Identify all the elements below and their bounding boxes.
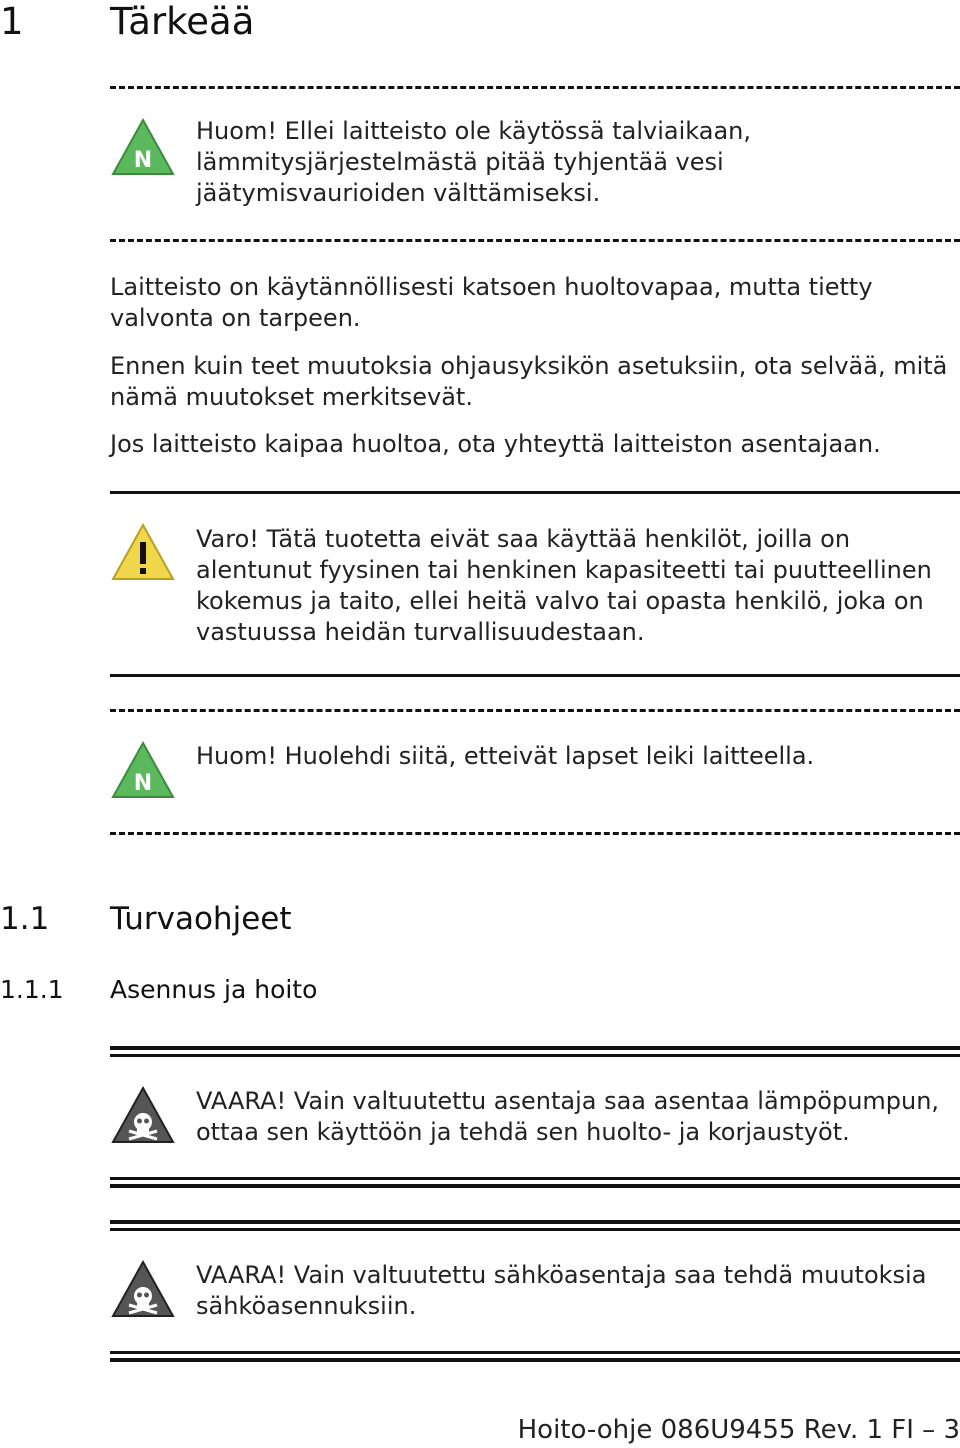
caution-exclamation-icon	[110, 522, 176, 582]
danger-skull-icon	[110, 1259, 176, 1319]
notice-divider	[110, 709, 960, 712]
danger-skull-icon	[110, 1085, 176, 1145]
subsection-title: Asennus ja hoito	[110, 975, 318, 1004]
notice-note-text	[196, 116, 956, 209]
notice-body: Vain valtuutettu sähköasentaja saa tehdä muutoksia sähköasennuksiin.	[196, 1261, 927, 1320]
danger-divider-bottom	[110, 1351, 960, 1354]
svg-text:N: N	[133, 148, 153, 173]
notice-label: VAARA!	[196, 1261, 287, 1289]
danger-divider-top	[110, 1046, 960, 1050]
notice-label: Huom!	[196, 117, 277, 145]
notice-danger-text	[196, 1086, 956, 1148]
notice-body: Tätä tuotetta eivät saa käyttää henkilöt, joilla on alentunut fyysinen tai henkinen kapasiteetti tai puutteellinen kokemus ja taito, ellei heitä valvo tai opasta henkilö, joka on vastuussa heidän turvallisuudestaan.	[196, 525, 932, 646]
section-title: Turvaohjeet	[110, 901, 292, 937]
svg-text:N: N	[133, 771, 153, 796]
section-number: 1	[0, 0, 24, 43]
notice-label: Huom!	[196, 742, 277, 770]
notice-divider	[110, 86, 960, 89]
danger-divider-top	[110, 1228, 960, 1231]
notice-note-text	[196, 741, 956, 772]
danger-divider-bottom	[110, 1177, 960, 1180]
note-n-icon	[110, 740, 176, 800]
note-n-icon	[110, 117, 176, 177]
notice-body: Huolehdi siitä, etteivät lapset leiki laitteella.	[276, 742, 815, 770]
notice-label: Varo!	[196, 525, 259, 553]
subsection-number: 1.1.1	[0, 975, 64, 1004]
body-paragraph: Ennen kuin teet muutoksia ohjausyksikön asetuksiin, ota selvää, mitä nämä muutokset merkitsevät.	[110, 352, 948, 411]
notice-danger-text	[196, 1260, 956, 1322]
section-number: 1.1	[0, 901, 50, 937]
body-paragraph: Laitteisto on käytännöllisesti katsoen huoltovapaa, mutta tietty valvonta on tarpeen.	[110, 273, 873, 332]
section-title: Tärkeää	[110, 0, 255, 43]
caution-divider	[110, 491, 960, 494]
notice-label: VAARA!	[196, 1087, 287, 1115]
page-footer: Hoito-ohje 086U9455 Rev. 1 FI – 3	[517, 1415, 960, 1445]
danger-divider-top	[110, 1054, 960, 1057]
danger-divider-top	[110, 1220, 960, 1224]
caution-divider	[110, 674, 960, 677]
body-paragraph: Jos laitteisto kaipaa huoltoa, ota yhteyttä laitteiston asentajaan.	[110, 430, 881, 458]
notice-body: Ellei laitteisto ole käytössä talviaikaan, lämmitysjärjestelmästä pitää tyhjentää vesi jäätymisvaurioiden välttämiseksi.	[196, 117, 751, 207]
notice-divider	[110, 832, 960, 835]
danger-divider-bottom	[110, 1358, 960, 1362]
notice-divider	[110, 239, 960, 242]
danger-divider-bottom	[110, 1184, 960, 1188]
notice-body: Vain valtuutettu asentaja saa asentaa lämpöpumpun, ottaa sen käyttöön ja tehdä sen huolto- ja korjaustyöt.	[196, 1087, 940, 1146]
notice-caution-text	[196, 524, 956, 648]
